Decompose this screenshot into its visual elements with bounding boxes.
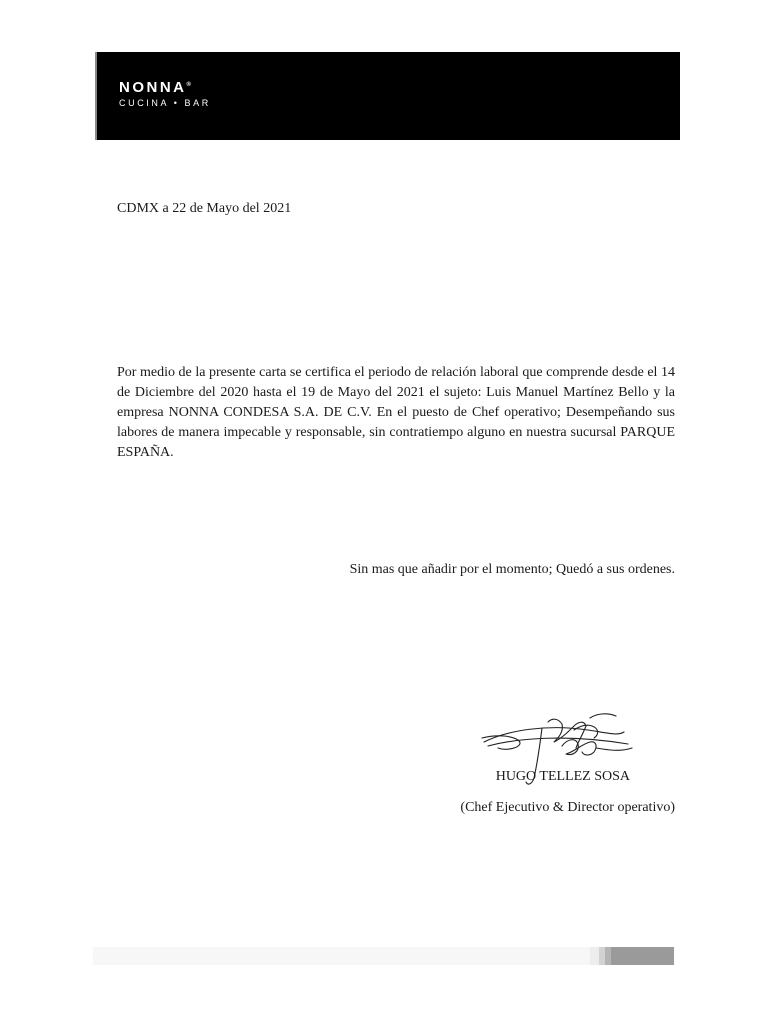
footer-step <box>611 947 674 965</box>
logo-wordmark: NONNA® <box>119 79 191 96</box>
letter-date: CDMX a 22 de Mayo del 2021 <box>117 201 292 216</box>
letterhead-banner <box>95 52 680 140</box>
banner-edge-line <box>95 52 97 140</box>
footer-gradient-steps <box>590 947 674 965</box>
footer-bar <box>93 947 593 965</box>
logo-subtitle: CUCINA • BAR <box>119 98 211 108</box>
signer-role: (Chef Ejecutivo & Director operativo) <box>460 800 675 815</box>
letter-body: Por medio de la presente carta se certifica el periodo de relación laboral que comprende desde el 14 de Diciembre del 2020 hasta el 19 de Mayo del 2021 el sujeto: Luis Manuel Martínez Bello y la empresa NONNA CONDESA S.A. DE C.V. En el puesto de Chef operativo; Desempeñando sus labores de manera impecable y responsable, sin contratiempo alguno en nuestra sucursal PARQUE ESPAÑA. <box>117 365 675 460</box>
letter-closing: Sin mas que añadir por el momento; Quedó a sus ordenes. <box>349 562 675 577</box>
footer-step <box>590 947 599 965</box>
signer-name: HUGO TELLEZ SOSA <box>495 769 630 784</box>
